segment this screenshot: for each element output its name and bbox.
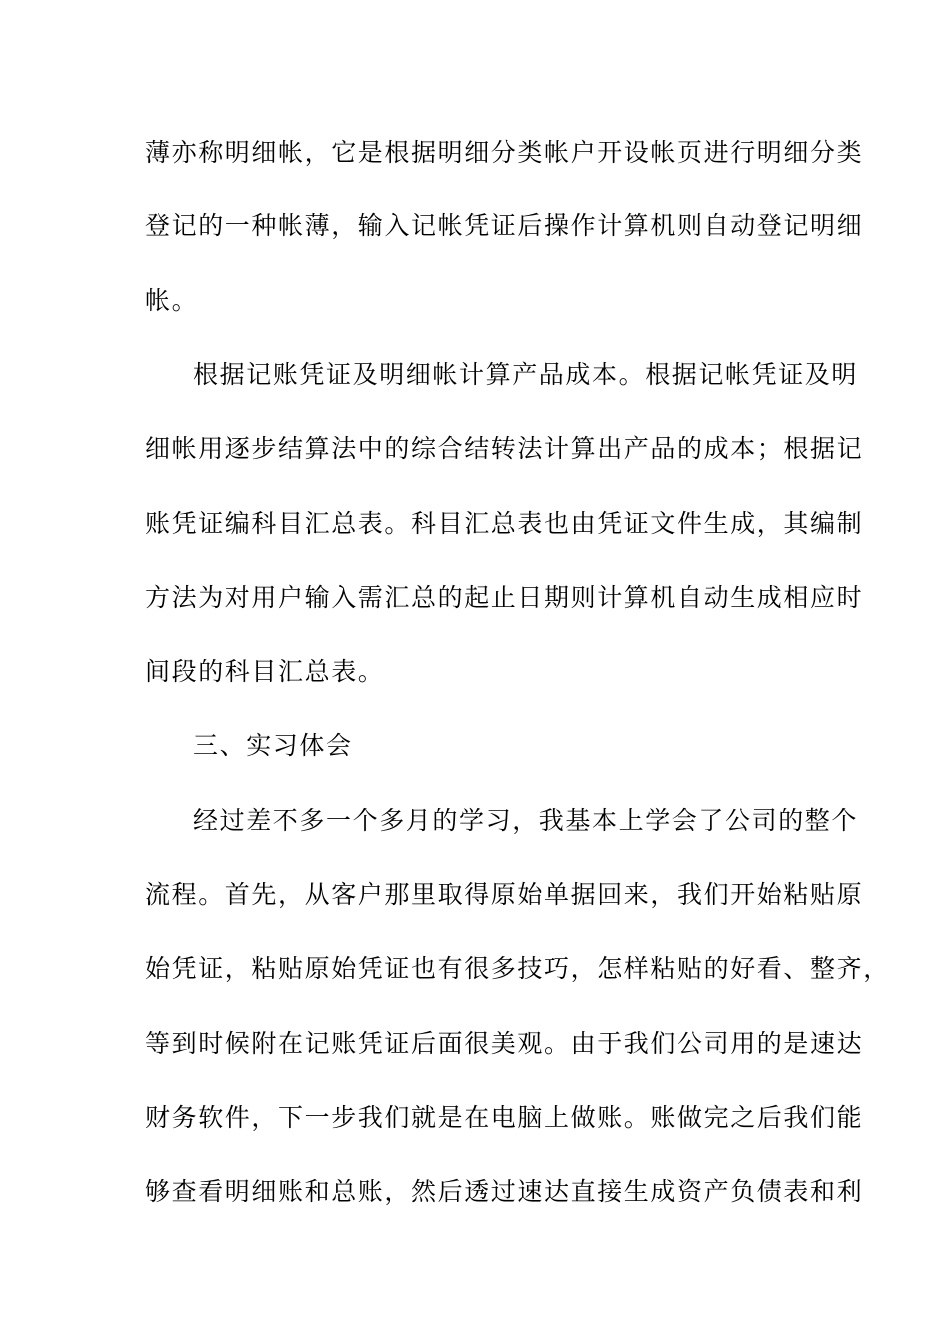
paragraph-line: 间段的科目汇总表。 [145,657,385,686]
paragraph-line: 根据记账凭证及明细帐计算产品成本。根据记帐凭证及明 [193,360,859,389]
paragraph-line: 等到时候附在记账凭证后面很美观。由于我们公司用的是速达 [145,1029,864,1058]
paragraph-line: 够查看明细账和总账，然后透过速达直接生成资产负债表和利 [145,1177,864,1206]
paragraph-line: 流程。首先，从客户那里取得原始单据回来，我们开始粘贴原 [145,880,864,909]
paragraph-line: 登记的一种帐薄，输入记帐凭证后操作计算机则自动登记明细 [145,211,864,240]
section-heading: 三、实习体会 [193,731,353,760]
paragraph-line: 细帐用逐步结算法中的综合结转法计算出产品的成本；根据记 [145,434,864,463]
paragraph-line: 薄亦称明细帐，它是根据明细分类帐户开设帐页进行明细分类 [145,138,864,167]
paragraph-line: 方法为对用户输入需汇总的起止日期则计算机自动生成相应时 [145,583,864,612]
paragraph-line: 始凭证，粘贴原始凭证也有很多技巧，怎样粘贴的好看、整齐， [145,954,890,983]
paragraph-line: 财务软件，下一步我们就是在电脑上做账。账做完之后我们能 [145,1103,864,1132]
paragraph-line: 帐。 [145,286,199,315]
paragraph-line: 经过差不多一个多月的学习，我基本上学会了公司的整个 [193,806,859,835]
paragraph-line: 账凭证编科目汇总表。科目汇总表也由凭证文件生成，其编制 [145,509,864,538]
